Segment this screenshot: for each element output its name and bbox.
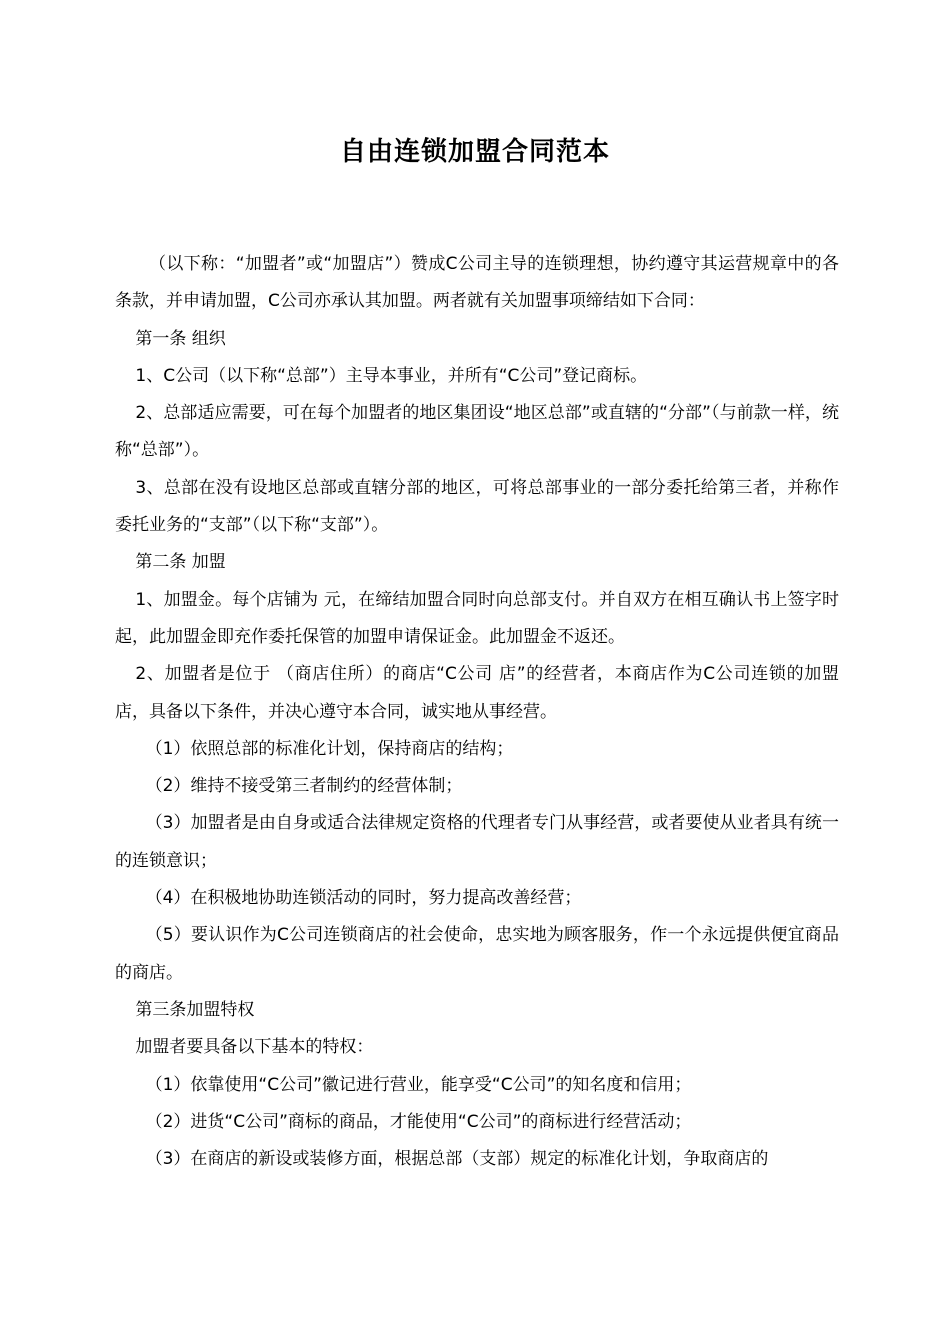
article-2-item-5: （5）要认识作为C公司连锁商店的社会使命，忠实地为顾客服务，作一个永远提供便宜商品的商店。 [115, 925, 839, 983]
article-1-clause-2: 2、总部适应需要，可在每个加盟者的地区集团设“地区总部”或直辖的“分部”（与前款一样，统称“总部”）。 [115, 403, 839, 461]
intro-paragraph: （以下称：“加盟者”或“加盟店”）赞成C公司主导的连锁理想，协约遵守其运营规章中的各条款，并申请加盟，C公司亦承认其加盟。两者就有关加盟事项缔结如下合同： [115, 254, 839, 312]
article-3-item-1: （1）依靠使用“C公司”徽记进行营业，能享受“C公司”的知名度和信用； [145, 1074, 692, 1095]
article-1-clause-1: 1、C公司（以下称“总部”）主导本事业，并所有“C公司”登记商标。 [135, 365, 648, 386]
article-2-clause-1: 1、加盟金。每个店铺为 元，在缔结加盟合同时向总部支付。并自双方在相互确认书上签字时起，此加盟金即充作委托保管的加盟申请保证金。此加盟金不返还。 [115, 589, 839, 647]
article-2-item-3: （3）加盟者是由自身或适合法律规定资格的代理者专门从事经营，或者要使从业者具有统一的连锁意识； [115, 813, 839, 871]
article-3-intro: 加盟者要具备以下基本的特权： [135, 1037, 374, 1058]
article-3-item-2: （2）进货“C公司”商标的商品，才能使用“C公司”的商标进行经营活动； [145, 1111, 692, 1132]
article-2-item-4: （4）在积极地协助连锁活动的同时，努力提高改善经营； [145, 888, 582, 909]
document-title: 自由连锁加盟合同范本 [339, 137, 610, 167]
article-3-heading: 第三条加盟特权 [135, 999, 255, 1020]
article-2-clause-2: 2、加盟者是位于 （商店住所）的商店“C公司 店”的经营者，本商店作为C公司连锁的加盟店，具备以下条件，并决心遵守本合同，诚实地从事经营。 [115, 664, 839, 722]
article-1-heading: 第一条 组织 [135, 328, 226, 349]
article-3-item-3: （3）在商店的新设或装修方面，根据总部（支部）规定的标准化计划，争取商店的 [145, 1149, 769, 1170]
article-1-clause-3: 3、总部在没有设地区总部或直辖分部的地区，可将总部事业的一部分委托给第三者，并称作委托业务的“支部”（以下称“支部”）。 [115, 477, 839, 536]
document-body [115, 246, 839, 1178]
article-2-item-1: （1）依照总部的标准化计划，保持商店的结构； [145, 738, 514, 759]
article-2-heading: 第二条 加盟 [135, 552, 226, 573]
article-2-item-2: （2）维持不接受第三者制约的经营体制； [145, 776, 463, 797]
